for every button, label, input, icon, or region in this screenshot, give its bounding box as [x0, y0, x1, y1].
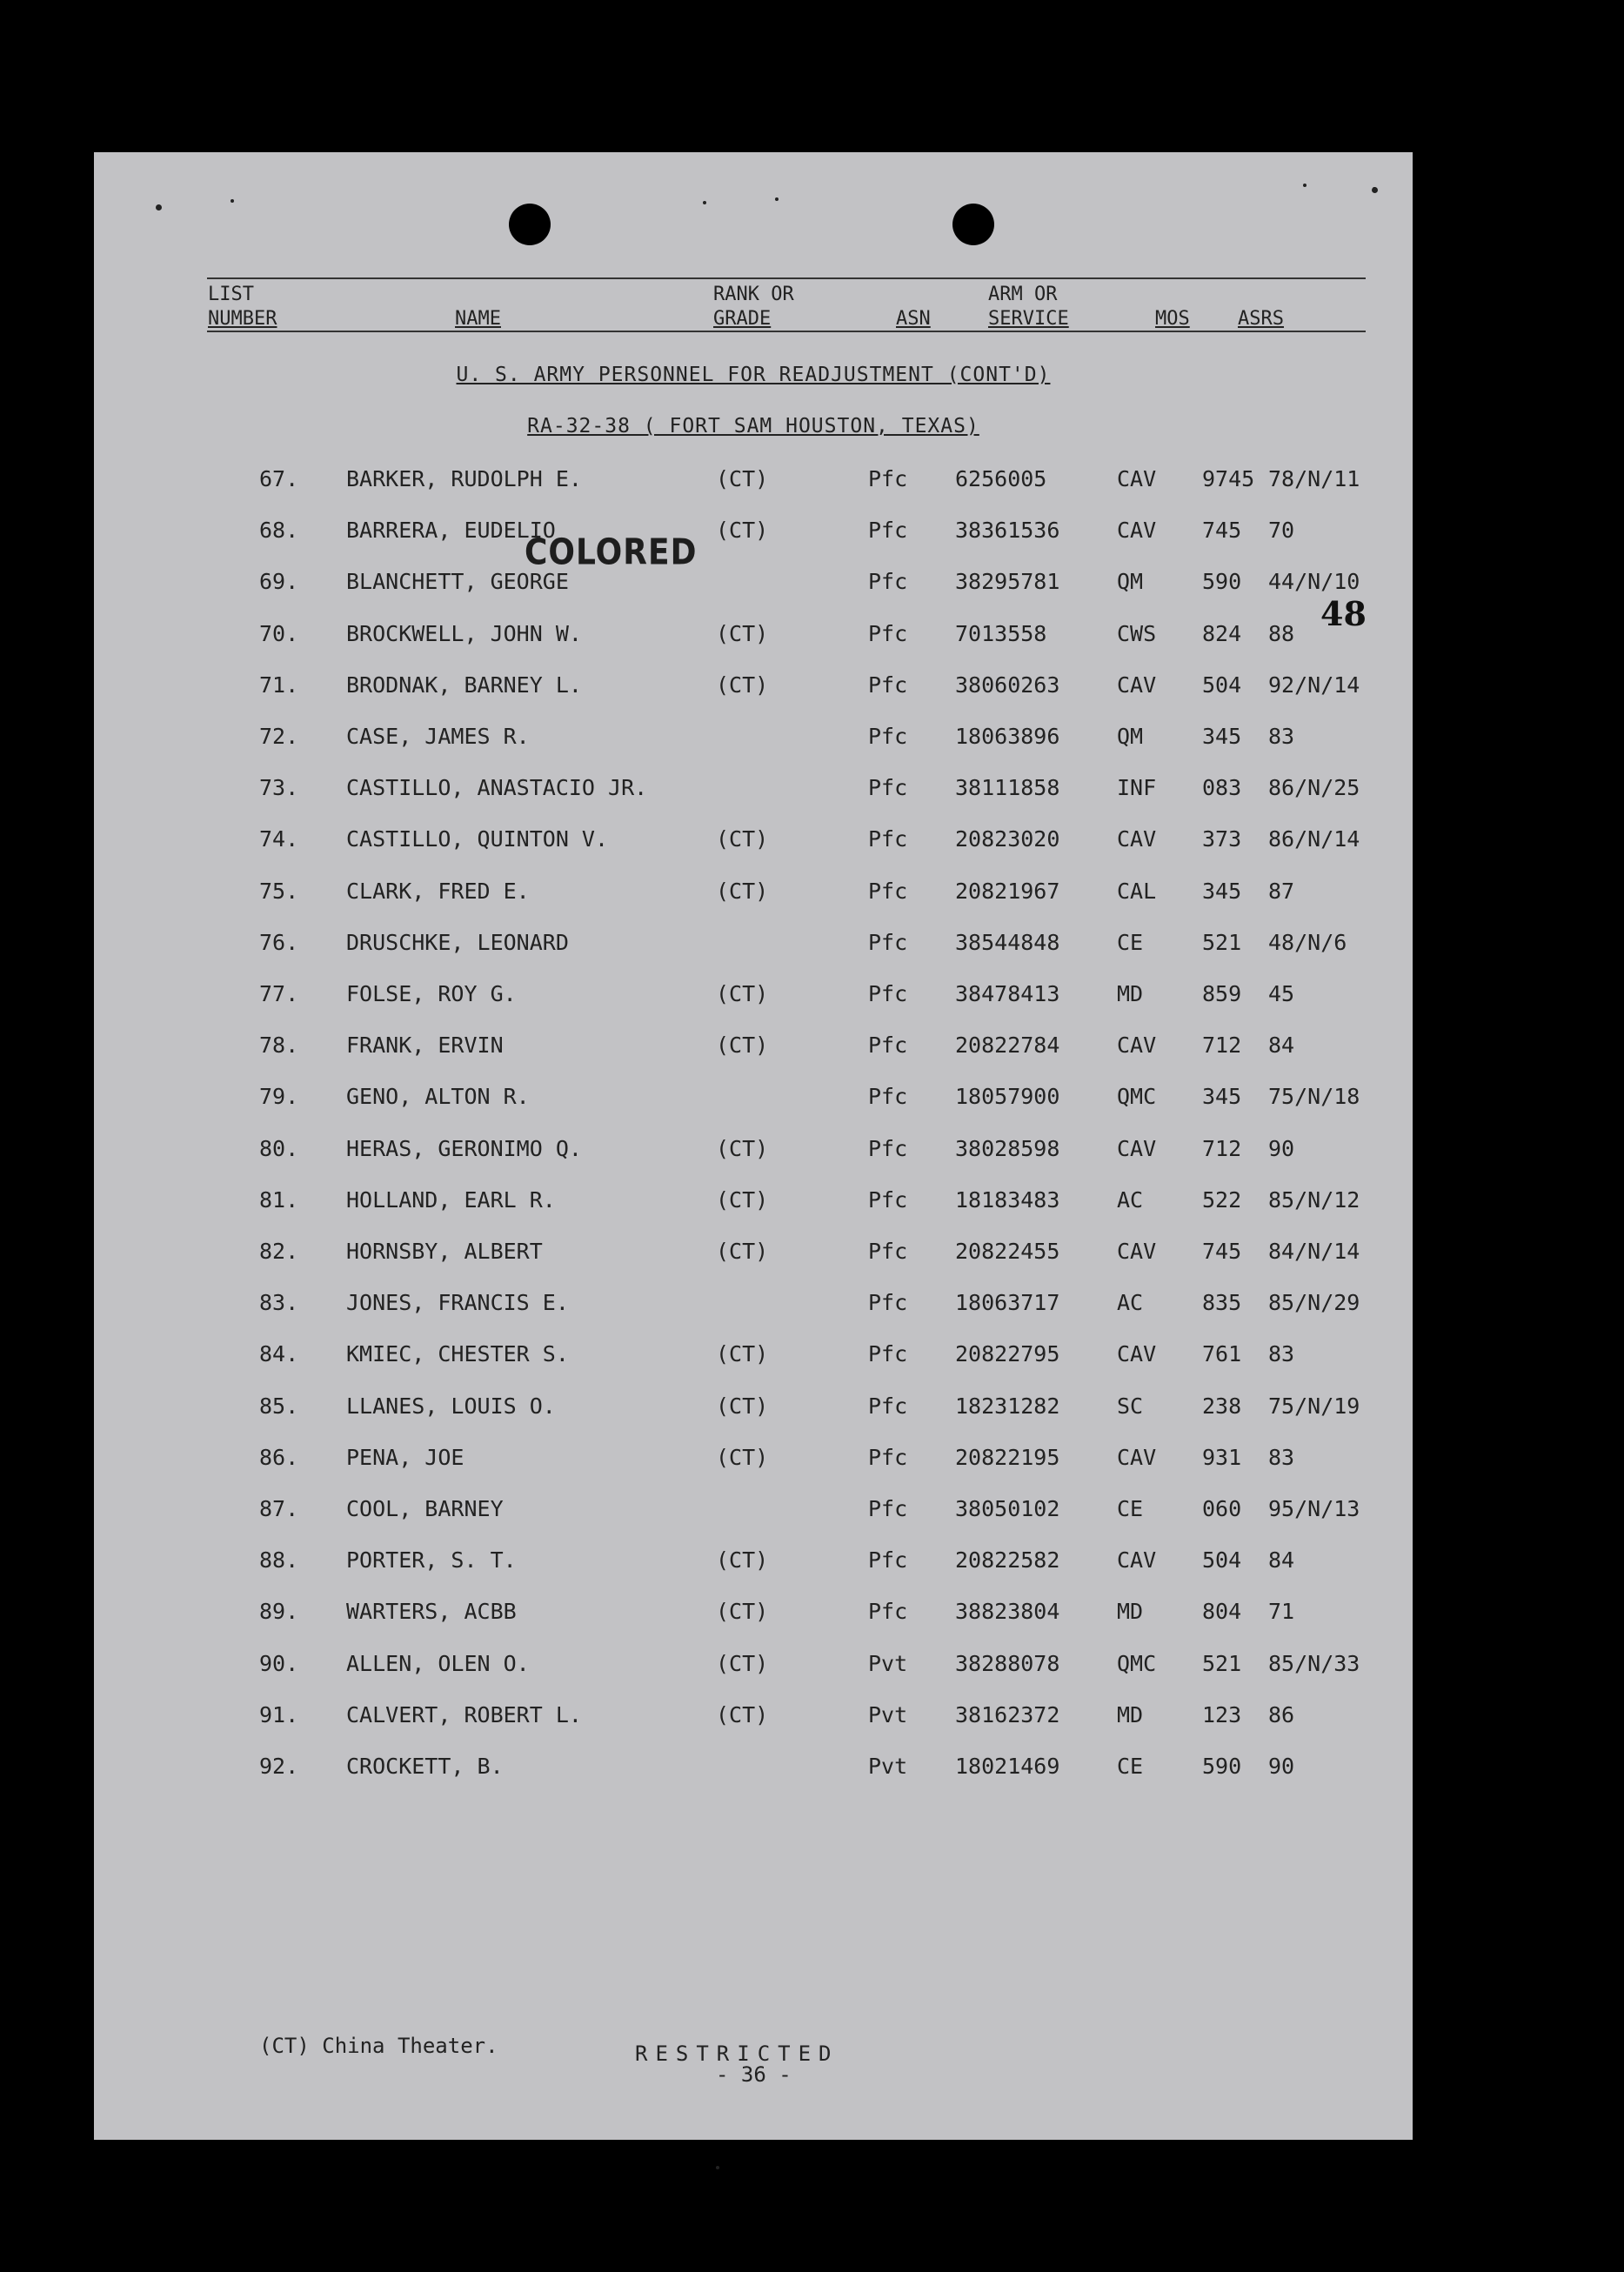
- cell-name: BARKER, RUDOLPH E.: [346, 466, 582, 491]
- cell-asn: 18183483: [955, 1186, 1060, 1213]
- cell-num: 91.: [259, 1701, 299, 1727]
- cell-mos: 521: [1202, 1650, 1242, 1676]
- speck: [716, 2166, 719, 2169]
- cell-asn: 38478413: [955, 981, 1060, 1006]
- cell-rank: Pfc: [868, 981, 908, 1006]
- table-row: [94, 977, 1413, 1012]
- cell-mos: 745: [1202, 1239, 1242, 1264]
- cell-ct: (CT): [716, 1599, 769, 1625]
- cell-arm: CAV: [1117, 466, 1157, 491]
- cell-mos: 931: [1202, 1444, 1242, 1470]
- cell-mos: 824: [1202, 620, 1242, 646]
- cell-rank: Pfc: [868, 569, 908, 595]
- cell-mos: 060: [1202, 1496, 1242, 1521]
- cell-rank: Pfc: [868, 878, 908, 904]
- cell-asrs: 92/N/14: [1268, 672, 1360, 698]
- cell-asn: 20822455: [955, 1239, 1060, 1264]
- table-row: [94, 771, 1413, 805]
- cell-arm: QM: [1117, 724, 1144, 749]
- cell-rank: Pfc: [868, 1496, 908, 1521]
- cell-rank: Pfc: [868, 775, 908, 801]
- cell-mos: 712: [1202, 1032, 1242, 1059]
- cell-name: CASTILLO, ANASTACIO JR.: [346, 775, 648, 801]
- cell-ct: (CT): [716, 1393, 769, 1419]
- header-name: NAME: [455, 308, 501, 330]
- table-row: [94, 668, 1413, 703]
- cell-asrs: 87: [1268, 878, 1295, 904]
- cell-rank: Pfc: [868, 1393, 908, 1419]
- cell-num: 83.: [259, 1290, 299, 1316]
- header-text: ARM OR: [988, 284, 1058, 305]
- table-row: [94, 874, 1413, 909]
- cell-asn: 38050102: [955, 1496, 1060, 1521]
- cell-asn: 38111858: [955, 775, 1060, 801]
- cell-asrs: 75/N/18: [1268, 1084, 1360, 1110]
- cell-num: 84.: [259, 1341, 299, 1367]
- cell-asn: 7013558: [955, 620, 1047, 646]
- cell-arm: AC: [1117, 1290, 1144, 1316]
- cell-mos: 859: [1202, 981, 1242, 1006]
- table-row: [94, 1647, 1413, 1681]
- cell-name: HORNSBY, ALBERT: [346, 1239, 543, 1264]
- cell-arm: AC: [1117, 1186, 1144, 1213]
- cell-asrs: 85/N/33: [1268, 1650, 1360, 1676]
- cell-asn: 20822784: [955, 1032, 1060, 1059]
- cell-name: CASTILLO, QUINTON V.: [346, 826, 609, 852]
- cell-asn: 18057900: [955, 1084, 1060, 1110]
- cell-ct: (CT): [716, 1444, 769, 1470]
- cell-mos: 238: [1202, 1393, 1242, 1419]
- speck: [156, 204, 162, 210]
- cell-asn: 18021469: [955, 1754, 1060, 1779]
- cell-ct: (CT): [716, 1701, 769, 1727]
- header-asn: ASN: [896, 308, 931, 330]
- header-list-number: [208, 283, 277, 331]
- cell-asrs: 78/N/11: [1268, 466, 1360, 491]
- cell-arm: SC: [1117, 1393, 1144, 1419]
- cell-name: ALLEN, OLEN O.: [346, 1650, 530, 1676]
- cell-arm: INF: [1117, 775, 1157, 801]
- table-row: [94, 1337, 1413, 1372]
- cell-asrs: 85/N/29: [1268, 1290, 1360, 1316]
- cell-asrs: 88: [1268, 620, 1295, 646]
- header-text: NUMBER: [208, 308, 277, 330]
- cell-mos: 745: [1202, 518, 1242, 544]
- cell-num: 88.: [259, 1547, 299, 1574]
- speck: [1372, 187, 1378, 193]
- cell-asrs: 70: [1268, 518, 1295, 544]
- cell-rank: Pfc: [868, 518, 908, 544]
- cell-ct: (CT): [716, 620, 769, 646]
- table-row: [94, 1079, 1413, 1114]
- header-arm: [988, 283, 1069, 331]
- cell-arm: MD: [1117, 1599, 1144, 1625]
- cell-num: 85.: [259, 1393, 299, 1419]
- cell-asn: 38288078: [955, 1650, 1060, 1676]
- handwritten-page-number: 48: [1320, 594, 1367, 633]
- cell-name: PENA, JOE: [346, 1444, 464, 1470]
- cell-name: FOLSE, ROY G.: [346, 981, 517, 1006]
- cell-arm: CAL: [1117, 878, 1157, 904]
- cell-num: 76.: [259, 929, 299, 955]
- cell-asn: 20821967: [955, 878, 1060, 904]
- cell-rank: Pfc: [868, 1239, 908, 1264]
- cell-ct: (CT): [716, 1650, 769, 1676]
- cell-name: CLARK, FRED E.: [346, 878, 530, 904]
- cell-name: BROCKWELL, JOHN W.: [346, 620, 582, 646]
- cell-num: 78.: [259, 1032, 299, 1059]
- cell-rank: Pfc: [868, 1290, 908, 1316]
- cell-name: FRANK, ERVIN: [346, 1032, 504, 1059]
- cell-asrs: 71: [1268, 1599, 1295, 1625]
- header-text: RANK OR: [713, 284, 794, 305]
- cell-arm: MD: [1117, 1701, 1144, 1727]
- cell-arm: QM: [1117, 569, 1144, 595]
- cell-ct: (CT): [716, 878, 769, 904]
- cell-rank: Pfc: [868, 1599, 908, 1625]
- cell-rank: Pfc: [868, 620, 908, 646]
- cell-rank: Pfc: [868, 1444, 908, 1470]
- document-subtitle: RA-32-38 ( FORT SAM HOUSTON, TEXAS): [527, 415, 979, 438]
- table-row: [94, 1749, 1413, 1784]
- cell-num: 70.: [259, 620, 299, 646]
- cell-asrs: 83: [1268, 724, 1295, 749]
- cell-rank: Pfc: [868, 724, 908, 749]
- cell-asrs: 48/N/6: [1268, 929, 1347, 955]
- cell-arm: CAV: [1117, 1239, 1157, 1264]
- cell-mos: 522: [1202, 1186, 1242, 1213]
- cell-asn: 38544848: [955, 929, 1060, 955]
- cell-name: WARTERS, ACBB: [346, 1599, 517, 1625]
- cell-arm: CAV: [1117, 1341, 1157, 1367]
- cell-arm: CAV: [1117, 1547, 1157, 1574]
- speck: [1303, 184, 1307, 187]
- cell-mos: 123: [1202, 1701, 1242, 1727]
- header-top-rule: [207, 277, 1366, 279]
- cell-ct: (CT): [716, 1239, 769, 1264]
- header-bottom-rule: [207, 331, 1366, 332]
- cell-rank: Pvt: [868, 1701, 908, 1727]
- cell-rank: Pfc: [868, 826, 908, 852]
- table-row: [94, 565, 1413, 599]
- cell-arm: CE: [1117, 1496, 1144, 1521]
- document-title: U. S. ARMY PERSONNEL FOR READJUSTMENT (CONT'D): [456, 364, 1051, 386]
- cell-mos: 373: [1202, 826, 1242, 852]
- cell-arm: MD: [1117, 981, 1144, 1006]
- restricted-label: RESTRICTED: [635, 2041, 839, 2066]
- cell-mos: 835: [1202, 1290, 1242, 1316]
- cell-name: BLANCHETT, GEORGE: [346, 569, 569, 595]
- cell-name: COOL, BARNEY: [346, 1496, 504, 1521]
- cell-mos: 504: [1202, 1547, 1242, 1574]
- cell-asn: 20823020: [955, 826, 1060, 852]
- table-row: [94, 617, 1413, 652]
- cell-arm: CAV: [1117, 1032, 1157, 1059]
- cell-asn: 20822195: [955, 1444, 1060, 1470]
- cell-ct: (CT): [716, 1135, 769, 1161]
- cell-name: GENO, ALTON R.: [346, 1084, 530, 1110]
- table-row: [94, 1234, 1413, 1269]
- table-row: [94, 1594, 1413, 1629]
- cell-num: 80.: [259, 1135, 299, 1161]
- cell-rank: Pfc: [868, 1084, 908, 1110]
- cell-name: CASE, JAMES R.: [346, 724, 530, 749]
- cell-asn: 20822582: [955, 1547, 1060, 1574]
- table-row: [94, 1132, 1413, 1166]
- cell-num: 89.: [259, 1599, 299, 1625]
- speck: [775, 197, 779, 201]
- cell-asrs: 90: [1268, 1135, 1295, 1161]
- cell-ct: (CT): [716, 1547, 769, 1574]
- cell-name: DRUSCHKE, LEONARD: [346, 929, 569, 955]
- table-row: [94, 719, 1413, 754]
- page-number: - 36 -: [716, 2062, 792, 2087]
- cell-asn: 18063896: [955, 724, 1060, 749]
- cell-ct: (CT): [716, 981, 769, 1006]
- cell-num: 87.: [259, 1496, 299, 1521]
- cell-asn: 38361536: [955, 518, 1060, 544]
- cell-ct: (CT): [716, 1186, 769, 1213]
- cell-asrs: 84: [1268, 1032, 1295, 1059]
- cell-num: 90.: [259, 1650, 299, 1676]
- cell-asrs: 45: [1268, 981, 1295, 1006]
- cell-asrs: 83: [1268, 1341, 1295, 1367]
- cell-rank: Pvt: [868, 1650, 908, 1676]
- table-row: [94, 1543, 1413, 1578]
- cell-rank: Pfc: [868, 1135, 908, 1161]
- cell-arm: CAV: [1117, 672, 1157, 698]
- cell-asn: 38162372: [955, 1701, 1060, 1727]
- cell-num: 67.: [259, 466, 299, 491]
- cell-arm: CAV: [1117, 1444, 1157, 1470]
- punch-hole: [509, 204, 551, 245]
- cell-rank: Pvt: [868, 1754, 908, 1779]
- cell-asn: 18063717: [955, 1290, 1060, 1316]
- cell-ct: (CT): [716, 518, 769, 544]
- speck: [703, 201, 706, 204]
- cell-name: KMIEC, CHESTER S.: [346, 1341, 569, 1367]
- cell-num: 86.: [259, 1444, 299, 1470]
- table-row: [94, 1286, 1413, 1320]
- table-row: [94, 1389, 1413, 1424]
- cell-arm: CE: [1117, 1754, 1144, 1779]
- cell-asrs: 83: [1268, 1444, 1295, 1470]
- cell-arm: QMC: [1117, 1084, 1157, 1110]
- cell-mos: 083: [1202, 775, 1242, 801]
- cell-asrs: 75/N/19: [1268, 1393, 1360, 1419]
- footnote: (CT) China Theater.: [259, 2034, 498, 2058]
- cell-num: 73.: [259, 775, 299, 801]
- cell-arm: CWS: [1117, 620, 1157, 646]
- cell-asrs: 95/N/13: [1268, 1496, 1360, 1521]
- cell-rank: Pfc: [868, 466, 908, 491]
- cell-ct: (CT): [716, 466, 769, 491]
- cell-rank: Pfc: [868, 1186, 908, 1213]
- cell-asrs: 86/N/14: [1268, 826, 1360, 852]
- table-row: [94, 1028, 1413, 1063]
- cell-mos: 761: [1202, 1341, 1242, 1367]
- cell-num: 75.: [259, 878, 299, 904]
- header-text: SERVICE: [988, 308, 1069, 330]
- header-mos: MOS: [1155, 308, 1190, 330]
- cell-num: 68.: [259, 518, 299, 544]
- header-asrs: ASRS: [1238, 308, 1284, 330]
- cell-asn: 20822795: [955, 1341, 1060, 1367]
- cell-mos: 590: [1202, 569, 1242, 595]
- header-text: GRADE: [713, 308, 772, 330]
- table-row: [94, 822, 1413, 857]
- cell-mos: 345: [1202, 724, 1242, 749]
- cell-rank: Pfc: [868, 1341, 908, 1367]
- header-text: LIST: [208, 284, 254, 305]
- table-row: [94, 1440, 1413, 1475]
- cell-name: LLANES, LOUIS O.: [346, 1393, 556, 1419]
- cell-arm: CAV: [1117, 518, 1157, 544]
- cell-name: BRODNAK, BARNEY L.: [346, 672, 582, 698]
- cell-num: 81.: [259, 1186, 299, 1213]
- cell-asn: 18231282: [955, 1393, 1060, 1419]
- cell-asrs: 86: [1268, 1701, 1295, 1727]
- speck: [231, 199, 234, 203]
- cell-name: BARRERA, EUDELIO: [346, 518, 556, 544]
- cell-asrs: 86/N/25: [1268, 775, 1360, 801]
- cell-asrs: 44/N/10: [1268, 569, 1360, 595]
- cell-asrs: 84/N/14: [1268, 1239, 1360, 1264]
- cell-ct: (CT): [716, 826, 769, 852]
- cell-name: HERAS, GERONIMO Q.: [346, 1135, 582, 1161]
- cell-asn: 38028598: [955, 1135, 1060, 1161]
- cell-arm: CE: [1117, 929, 1144, 955]
- cell-asn: 38295781: [955, 569, 1060, 595]
- cell-num: 77.: [259, 981, 299, 1006]
- document-page: [94, 152, 1413, 2140]
- table-row: [94, 1492, 1413, 1527]
- cell-ct: (CT): [716, 1341, 769, 1367]
- cell-num: 69.: [259, 569, 299, 595]
- colored-stamp: COLORED: [525, 531, 698, 574]
- cell-arm: CAV: [1117, 1135, 1157, 1161]
- cell-name: HOLLAND, EARL R.: [346, 1186, 556, 1213]
- cell-num: 92.: [259, 1754, 299, 1779]
- cell-name: CALVERT, ROBERT L.: [346, 1701, 582, 1727]
- cell-asrs: 84: [1268, 1547, 1295, 1574]
- cell-num: 72.: [259, 724, 299, 749]
- cell-arm: QMC: [1117, 1650, 1157, 1676]
- cell-mos: 345: [1202, 878, 1242, 904]
- cell-ct: (CT): [716, 672, 769, 698]
- cell-name: CROCKETT, B.: [346, 1754, 504, 1779]
- cell-asrs: 85/N/12: [1268, 1186, 1360, 1213]
- cell-num: 79.: [259, 1084, 299, 1110]
- cell-mos: 9745: [1202, 466, 1255, 491]
- cell-rank: Pfc: [868, 1547, 908, 1574]
- cell-mos: 345: [1202, 1084, 1242, 1110]
- cell-mos: 590: [1202, 1754, 1242, 1779]
- cell-arm: CAV: [1117, 826, 1157, 852]
- cell-num: 74.: [259, 826, 299, 852]
- cell-name: PORTER, S. T.: [346, 1547, 517, 1574]
- cell-num: 71.: [259, 672, 299, 698]
- cell-mos: 521: [1202, 929, 1242, 955]
- cell-name: JONES, FRANCIS E.: [346, 1290, 569, 1316]
- table-row: [94, 513, 1413, 548]
- cell-asrs: 90: [1268, 1754, 1295, 1779]
- cell-asn: 38823804: [955, 1599, 1060, 1625]
- header-rank: [713, 283, 794, 331]
- table-row: [94, 926, 1413, 960]
- cell-ct: (CT): [716, 1032, 769, 1059]
- table-row: [94, 1698, 1413, 1733]
- table-row: [94, 462, 1413, 497]
- cell-asn: 6256005: [955, 466, 1047, 491]
- cell-mos: 804: [1202, 1599, 1242, 1625]
- punch-hole: [952, 204, 994, 245]
- cell-rank: Pfc: [868, 672, 908, 698]
- cell-num: 82.: [259, 1239, 299, 1264]
- table-row: [94, 1183, 1413, 1218]
- cell-mos: 712: [1202, 1135, 1242, 1161]
- cell-mos: 504: [1202, 672, 1242, 698]
- cell-rank: Pfc: [868, 929, 908, 955]
- cell-asn: 38060263: [955, 672, 1060, 698]
- cell-rank: Pfc: [868, 1032, 908, 1059]
